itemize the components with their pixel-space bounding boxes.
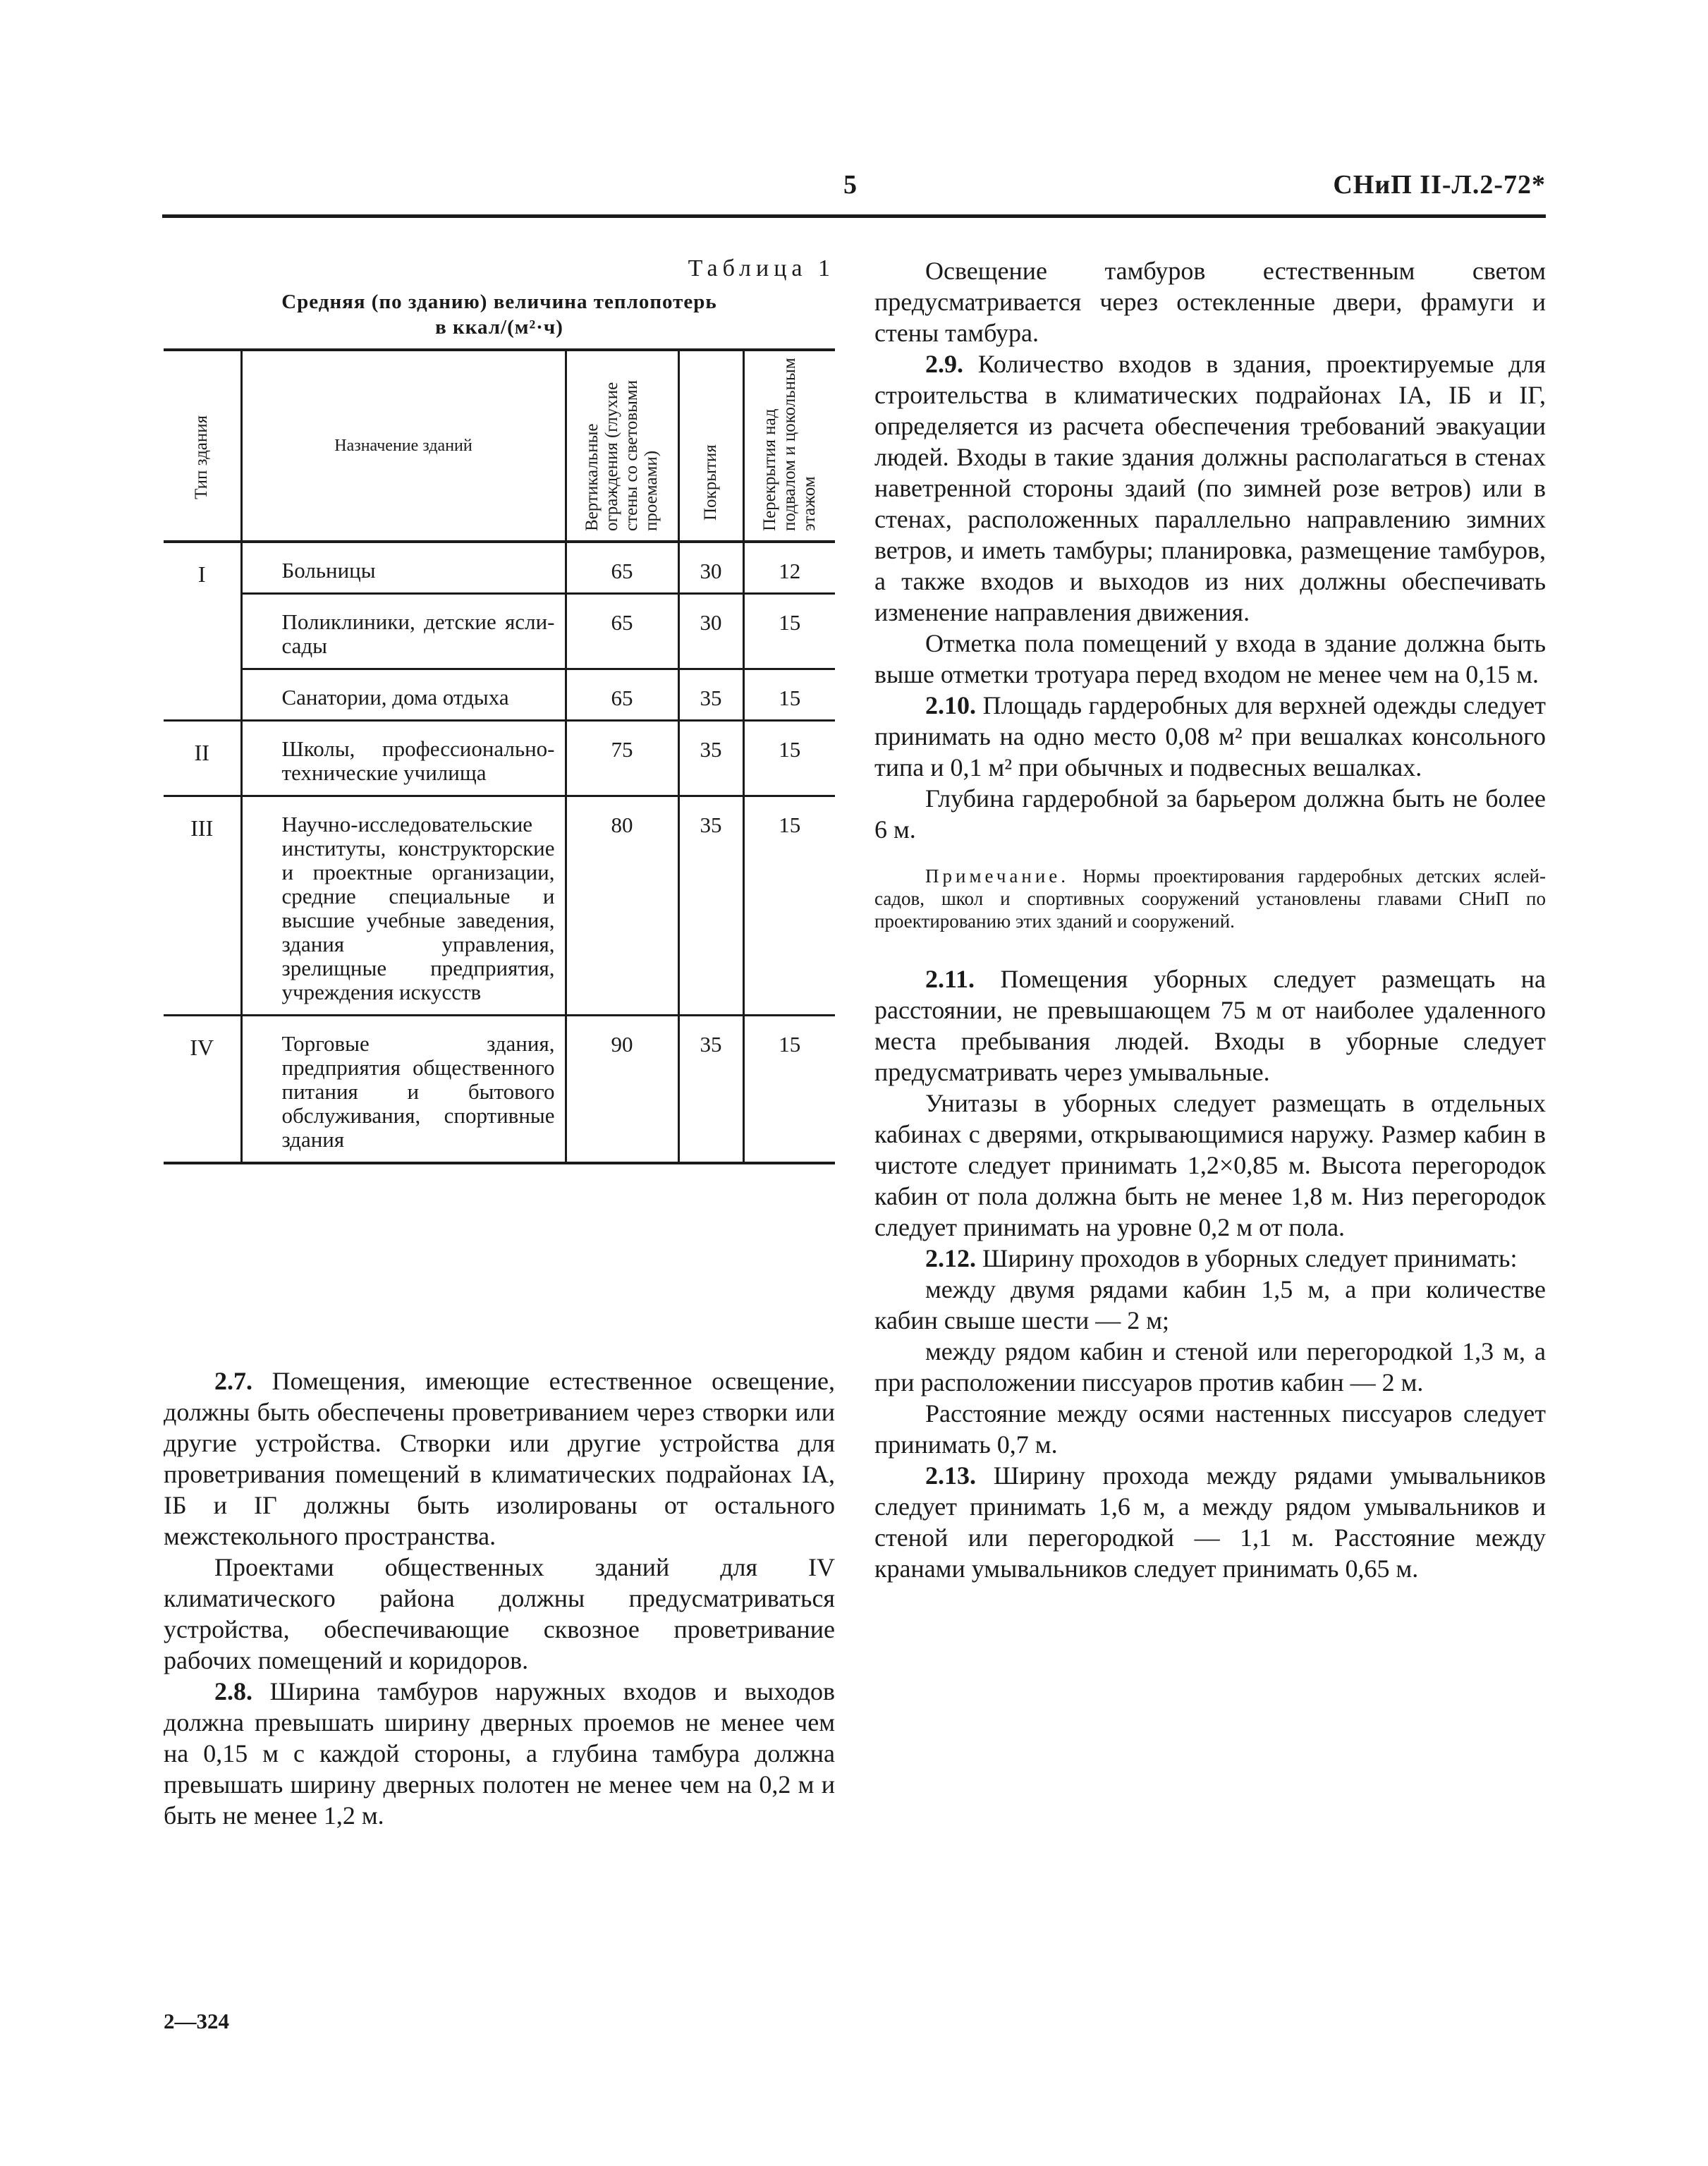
paragraph-2-8: 2.8. Ширина тамбуров наружных входов и выходов должна превышать ширину дверных проемов не менее чем на 0,15 м с каждой стороны, а глубина тамбура должна превышать ширину дверных полотен не менее чем на 0,2 м и быть не менее 1,2 м.: [164, 1677, 835, 1830]
row-type: [164, 669, 241, 721]
header-type: Тип здания: [164, 350, 241, 542]
header-floor: Перекрытия над подвалом и цокольным этажом: [743, 350, 835, 542]
row-floor: 15: [743, 594, 835, 669]
table-row: [164, 721, 835, 796]
left-text-block: [164, 1365, 835, 1831]
row-walls: 65: [566, 669, 678, 721]
row-floor: 12: [779, 559, 801, 583]
row-name: Торговые здания, предприятия общественного питания и бытового обслуживания, спортивные здания: [241, 1016, 566, 1164]
paragraph-2-7-continued: Проектами общественных зданий для IV климатического района должны предусматриваться устройства, обеспечивающие сквозное проветривание рабочих помещений и коридоров.: [164, 1553, 835, 1674]
row-roof: 30: [678, 594, 743, 669]
paragraph-2-13: 2.13. Ширину прохода между рядами умывальников следует принимать 1,6 м, а между рядом умывальников и стеной или перегородкой — 1,1 м. Расстояние между кранами умывальников следует принимать 0,65 м.: [874, 1461, 1546, 1583]
row-roof: 30: [678, 542, 743, 594]
row-walls: 75: [566, 721, 678, 796]
table-title: [164, 289, 835, 340]
row-walls: 65: [566, 594, 678, 669]
paragraph-2-12-item-c: Расстояние между осями настенных писсуаров следует принимать 0,7 м.: [874, 1399, 1546, 1459]
page-number: 5: [843, 170, 857, 200]
table-title-line-1: Средняя (по зданию) величина теплопотерь: [281, 291, 717, 313]
row-type: II: [164, 721, 241, 796]
table-row: [164, 669, 835, 721]
paragraph-2-9-continued: Отметка пола помещений у входа в здание должна быть выше отметки тротуара перед входом не менее чем на 0,15 м.: [874, 629, 1546, 688]
paragraph-2-7: 2.7. Помещения, имеющие естественное освещение, должны быть обеспечены проветриванием через створки или другие устройства. Створки или другие устройства для проветривания помещений в климатических подрайонах IА, IБ и IГ должны быть изолированы от остального межстекольного пространства.: [164, 1367, 836, 1550]
paragraph-2-10: 2.10. Площадь гардеробных для верхней одежды следует принимать на одно место 0,08 м² при вешалках консольного типа и 0,1 м² при обычных и подвесных вешалках.: [874, 691, 1547, 781]
row-walls: 65: [566, 542, 678, 594]
paragraph-2-11-continued: Унитазы в уборных следует размещать в отдельных кабинах с дверями, открывающимися наружу. Размер кабин в чистоте следует принимать 1,2×0,85 м. Высота перегородок кабин от пола должна быть не менее 1,8 м. Низ перегородок следует принимать на уровне 0,2 м от пола.: [874, 1089, 1546, 1241]
row-type: [164, 594, 241, 669]
row-floor: 15: [743, 669, 835, 721]
note: Примечание. Нормы проектирования гардеробных детских яслей-садов, школ и спортивных сооружений установлены главами СНиП по проектированию этих зданий и сооружений.: [874, 865, 1546, 932]
row-roof: 35: [678, 1016, 743, 1164]
row-roof: 35: [678, 796, 743, 1016]
paragraph-2-9: 2.9. Количество входов в здания, проектируемые для строительства в климатических подрайонах IА, IБ и IГ, определяется из расчета обеспечения требований эвакуации людей. Входы в такие здания должны располагаться в стенах наветренной стороны здаий (по зимней розе ветров) или в стенах, расположенных параллельно направлению зимних ветров, и иметь тамбуры; планировка, размещение тамбуров, а также входов и выходов из них должны обеспечивать изменение направления движения.: [874, 350, 1546, 626]
header-roof: Покрытия: [678, 350, 743, 542]
paragraph-2-11: 2.11. Помещения уборных следует размещать на расстоянии, не превышающем 75 м от наиболее удаленного места пребывания людей. Входы в уборные следует предусматривать через умывальные.: [874, 965, 1546, 1086]
table-row: [164, 1016, 835, 1164]
table-row: [164, 796, 835, 1016]
clause-number: 2.12.: [925, 1244, 976, 1272]
footer-signature: 2—324: [164, 2009, 229, 2033]
row-floor: 15: [743, 721, 835, 796]
row-name: Санатории, дома отдыха: [241, 669, 566, 721]
row-name: Больницы: [241, 542, 566, 594]
paragraph-2-8-continued: Освещение тамбуров естественным светом предусматривается через остекленные двери, фрамуги и стены тамбура.: [874, 257, 1546, 347]
header-rule: [162, 214, 1546, 218]
row-name: Поликлиники, детские ясли-сады: [241, 594, 566, 669]
clause-number: 2.9.: [925, 350, 963, 378]
paragraph-2-12: 2.12. Ширину проходов в уборных следует принимать:: [925, 1244, 1518, 1272]
table-header-row: [164, 350, 835, 542]
table-title-line-2: в ккал/(м²·ч): [435, 316, 563, 339]
row-type: I: [164, 542, 241, 594]
row-name: Школы, профессионально-технические училища: [241, 721, 566, 796]
row-type: IV: [164, 1016, 241, 1164]
table-row: [164, 594, 835, 669]
document-code: СНиП II-Л.2-72*: [1333, 170, 1546, 200]
clause-number: 2.13.: [925, 1461, 976, 1490]
row-roof: 35: [678, 721, 743, 796]
paragraph-2-12-item-b: между рядом кабин и стеной или перегородкой 1,3 м, а при расположении писсуаров против кабин — 2 м.: [874, 1337, 1546, 1397]
paragraph-2-10-continued: Глубина гардеробной за барьером должна быть не более 6 м.: [874, 784, 1546, 844]
row-floor: 15: [743, 1016, 835, 1164]
paragraph-2-12-item-a: между двумя рядами кабин 1,5 м, а при количестве кабин свыше шести — 2 м;: [874, 1275, 1546, 1334]
clause-number: 2.10.: [925, 691, 976, 719]
clause-number: 2.8.: [214, 1677, 252, 1705]
table-block: [164, 255, 835, 1164]
table-row: [164, 542, 835, 594]
row-type: III: [164, 796, 241, 1016]
row-name: Научно-исследовательские институты, конструкторские и проектные организации, средние специальные и высшие учебные заведения, здания управления, зрелищные предприятия, учреждения искусств: [241, 796, 566, 1016]
heat-loss-table: [164, 348, 835, 1164]
row-walls: 80: [566, 796, 678, 1016]
header-walls: Вертикальные ограждения (глухие стены со световыми проемами): [566, 350, 678, 542]
header-purpose: Назначение зданий: [241, 350, 566, 542]
row-roof: 35: [678, 669, 743, 721]
clause-number: 2.7.: [214, 1367, 252, 1395]
row-floor: 15: [743, 796, 835, 1016]
note-label: Примечание.: [925, 865, 1070, 887]
right-text-block: [874, 255, 1546, 1584]
row-walls: 90: [566, 1016, 678, 1164]
table-caption: Таблица 1: [688, 255, 835, 281]
clause-number: 2.11.: [925, 965, 975, 993]
